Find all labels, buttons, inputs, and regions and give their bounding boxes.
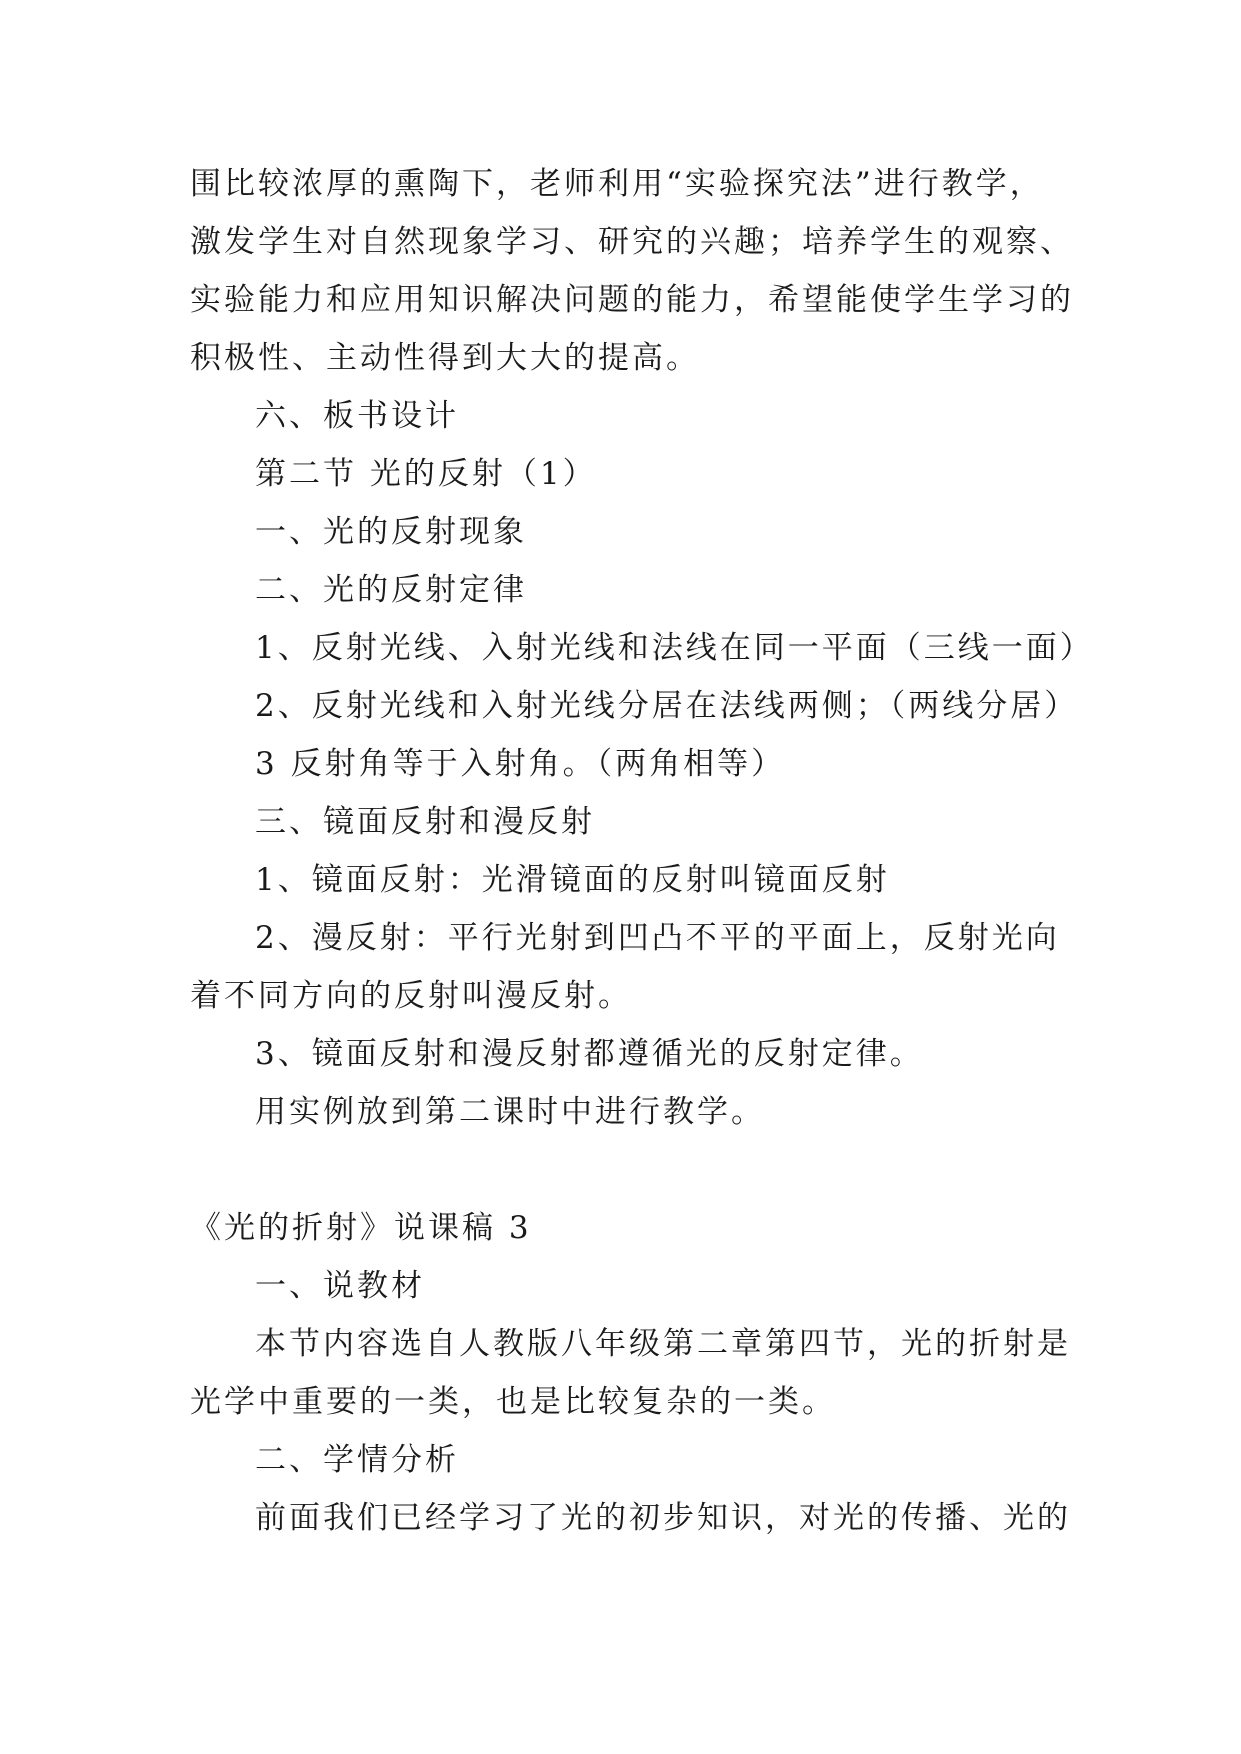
- board-item: 一、光的反射现象: [255, 514, 527, 550]
- board-item: 3、镜面反射和漫反射都遵循光的反射定律。: [255, 1036, 924, 1072]
- body-text-line: 本节内容选自人教版八年级第二章第四节，光的折射是: [255, 1326, 1071, 1362]
- board-item: 2、反射光线和入射光线分居在法线两侧；（两线分居）: [255, 688, 1079, 724]
- body-text-line: 积极性、主动性得到大大的提高。: [190, 340, 700, 376]
- body-text-line: 围比较浓厚的熏陶下，老师利用“实验探究法”进行教学，: [190, 166, 1044, 202]
- body-text-line: 用实例放到第二课时中进行教学。: [255, 1094, 765, 1130]
- body-text-line: 实验能力和应用知识解决问题的能力，希望能使学生学习的: [190, 282, 1074, 318]
- document-title: 《光的折射》说课稿 3: [190, 1210, 532, 1246]
- body-text-line: 激发学生对自然现象学习、研究的兴趣；培养学生的观察、: [190, 224, 1074, 260]
- board-item: 二、光的反射定律: [255, 572, 527, 608]
- board-item: 三、镜面反射和漫反射: [255, 804, 595, 840]
- board-item: 3 反射角等于入射角。（两角相等）: [255, 746, 786, 782]
- body-text-line: 着不同方向的反射叫漫反射。: [190, 978, 632, 1014]
- board-item: 1、镜面反射：光滑镜面的反射叫镜面反射: [255, 862, 890, 898]
- body-text-line: 光学中重要的一类，也是比较复杂的一类。: [190, 1384, 836, 1420]
- section-heading: 六、板书设计: [255, 398, 459, 434]
- section-heading: 一、说教材: [255, 1268, 425, 1304]
- board-title: 第二节 光的反射（1）: [255, 456, 597, 492]
- board-item: 1、反射光线、入射光线和法线在同一平面（三线一面）: [255, 630, 1094, 666]
- body-text-line: 前面我们已经学习了光的初步知识，对光的传播、光的: [255, 1500, 1071, 1536]
- board-item: 2、漫反射：平行光射到凹凸不平的平面上，反射光向: [255, 920, 1060, 956]
- section-heading: 二、学情分析: [255, 1442, 459, 1478]
